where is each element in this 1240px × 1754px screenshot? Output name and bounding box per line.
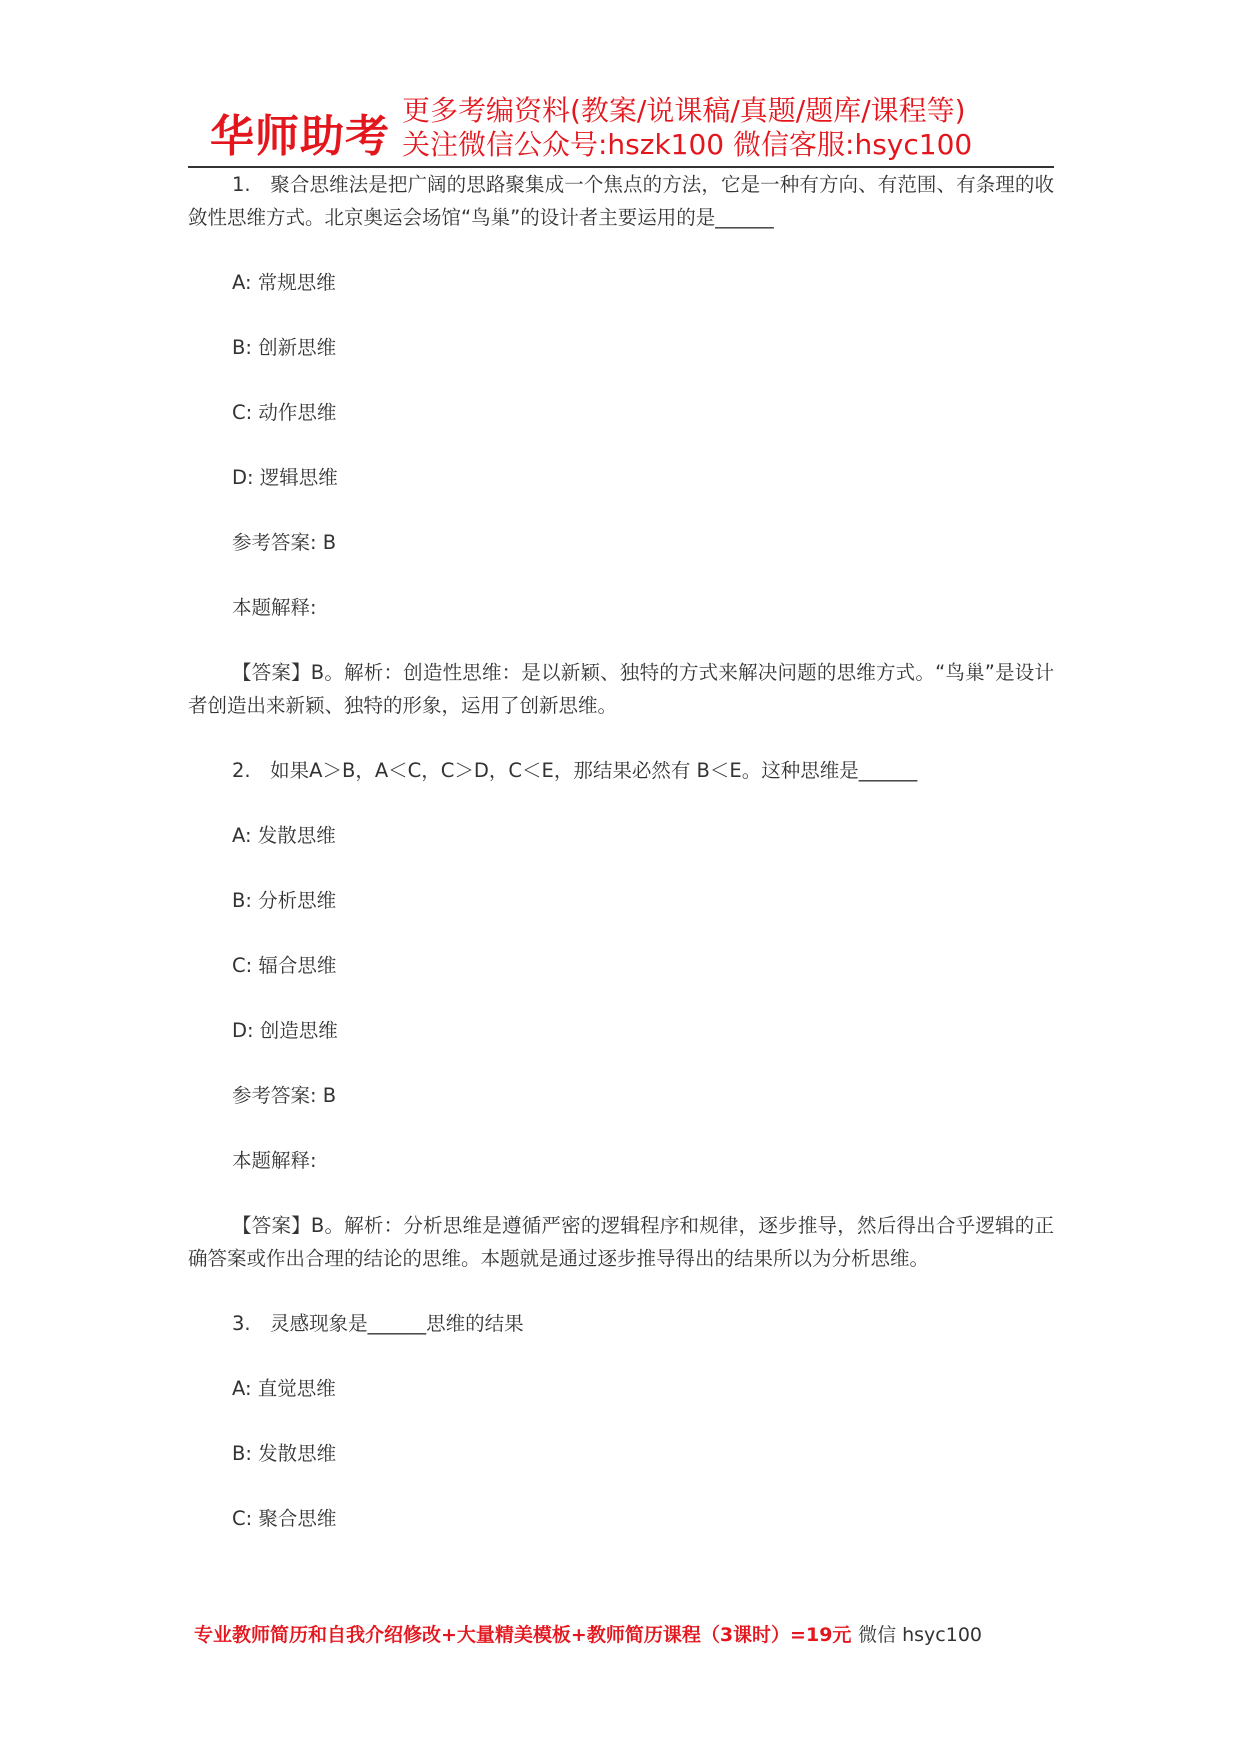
explanation-text: 【答案】B。解析：创造性思维：是以新颖、独特的方式来解决问题的思维方式。“鸟巢”是设计者创造出来新颖、独特的形象，运用了创新思维。 [188, 661, 1054, 717]
question-stem: 1. 聚合思维法是把广阔的思路聚集成一个焦点的方法，它是一种有方向、有范围、有条理的收敛性思维方式。北京奥运会场馆“鸟巢”的设计者主要运用的是______ [188, 173, 1054, 229]
question-option: B: 发散思维 [232, 1442, 337, 1465]
question-option: A: 常规思维 [232, 271, 336, 294]
footer-promo-text: 专业教师简历和自我介绍修改+大量精美模板+教师简历课程（3课时）=19元 [194, 1624, 852, 1646]
explanation-label: 本题解释: [232, 596, 317, 619]
explanation-label: 本题解释: [232, 1149, 317, 1172]
question-option: C: 聚合思维 [232, 1507, 337, 1530]
header-banner [210, 92, 1040, 164]
reference-answer: 参考答案: B [232, 531, 337, 554]
footer-promo [194, 1620, 1054, 1647]
question-option: D: 创造思维 [232, 1019, 338, 1042]
question-list [188, 168, 1054, 1535]
question-stem: 3. 灵感现象是______思维的结果 [232, 1312, 524, 1335]
footer-wechat: 微信 hsyc100 [858, 1624, 982, 1646]
promo-line-2: 关注微信公众号:hszk100 微信客服:hsyc100 [402, 128, 973, 161]
header-promo [402, 94, 972, 162]
question-option: C: 动作思维 [232, 401, 337, 424]
explanation-text: 【答案】B。解析：分析思维是遵循严密的逻辑程序和规律，逐步推导，然后得出合乎逻辑的正确答案或作出合理的结论的思维。本题就是通过逐步推导得出的结果所以为分析思维。 [188, 1214, 1054, 1270]
brand-logo-text: 华师助考 [210, 111, 390, 162]
question-option: B: 分析思维 [232, 889, 337, 912]
question-option: A: 发散思维 [232, 824, 336, 847]
promo-line-1: 更多考编资料(教案/说课稿/真题/题库/课程等) [402, 94, 966, 127]
question-option: D: 逻辑思维 [232, 466, 338, 489]
reference-answer: 参考答案: B [232, 1084, 337, 1107]
question-option: A: 直觉思维 [232, 1377, 336, 1400]
question-stem: 2. 如果A＞B，A＜C，C＞D，C＜E，那结果必然有 B＜E。这种思维是______ [232, 759, 918, 782]
question-option: C: 辐合思维 [232, 954, 337, 977]
question-option: B: 创新思维 [232, 336, 337, 359]
